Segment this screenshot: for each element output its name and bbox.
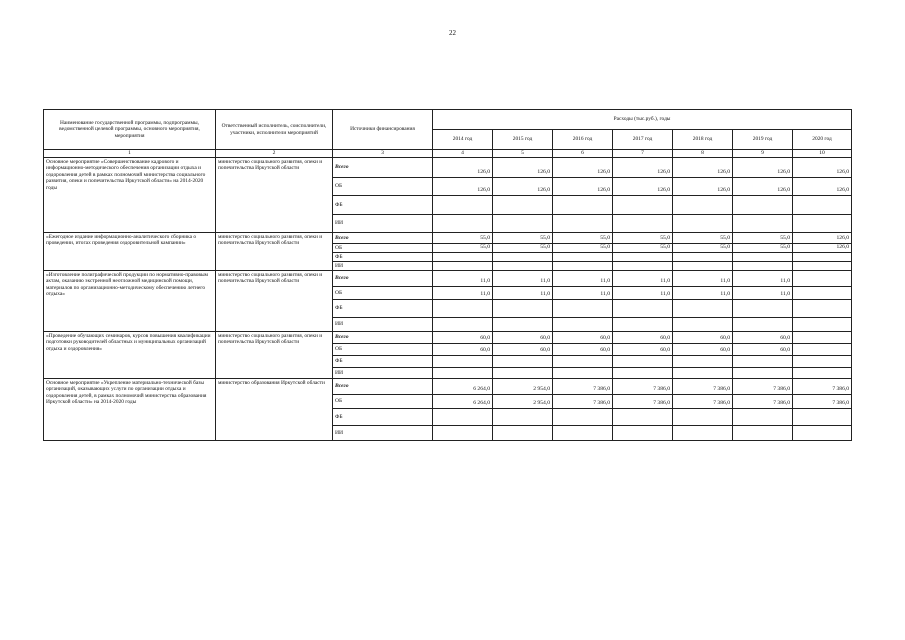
expense-value — [493, 215, 553, 233]
responsible-executor: министерство социального развития, опеки и попечительства Иркутской области — [216, 271, 333, 332]
expense-value: 60,0 — [433, 332, 493, 344]
expense-value: 55,0 — [613, 244, 673, 253]
expense-value — [493, 253, 553, 262]
expenses-table — [43, 109, 852, 441]
expense-value: 55,0 — [493, 244, 553, 253]
expense-value: 11,0 — [733, 271, 793, 287]
activity-name: Основное мероприятие «Совершенствование кадрового и информационно-методического обеспечения организации отдыха и оздоровления детей в рамках полномочий министерства социального развития, опеки и попечительства Иркутской области» на 2014-2020 годы — [44, 158, 216, 233]
expense-value — [553, 215, 613, 233]
header-name: Наименование государственной программы, подпрограммы, ведомственной целевой программы, основного мероприятия, мероприятия — [44, 110, 216, 150]
expense-value — [433, 409, 493, 426]
expense-value: 7 386,0 — [733, 395, 793, 409]
expense-value — [553, 262, 613, 271]
funding-source: ИИ — [333, 318, 433, 332]
expense-value — [493, 262, 553, 271]
expense-value — [553, 196, 613, 215]
expense-value: 7 386,0 — [793, 379, 852, 395]
expense-value — [613, 253, 673, 262]
table-row — [44, 332, 852, 344]
expense-value — [613, 409, 673, 426]
expense-value — [493, 409, 553, 426]
funding-source: ОБ — [333, 344, 433, 356]
expense-value — [433, 356, 493, 368]
expense-value — [733, 196, 793, 215]
expense-value: 7 386,0 — [553, 395, 613, 409]
expense-value — [613, 356, 673, 368]
expense-value — [793, 253, 852, 262]
expense-value — [433, 426, 493, 441]
table-row — [44, 158, 852, 178]
expense-value: 55,0 — [553, 233, 613, 244]
table-row — [44, 271, 852, 287]
expense-value: 11,0 — [673, 271, 733, 287]
expense-value — [613, 368, 673, 379]
expense-value — [433, 215, 493, 233]
header-year: 2016 год — [553, 130, 613, 150]
expense-value: 2 954,0 — [493, 395, 553, 409]
expense-value: 55,0 — [733, 233, 793, 244]
expense-value — [793, 318, 852, 332]
expense-value — [673, 300, 733, 318]
expense-value — [673, 253, 733, 262]
column-number: 7 — [613, 150, 673, 158]
expense-value — [493, 318, 553, 332]
funding-source: ОБ — [333, 244, 433, 253]
header-year: 2018 год — [673, 130, 733, 150]
expense-value — [793, 271, 852, 287]
expense-value: 2 954,0 — [493, 379, 553, 395]
expense-value — [793, 368, 852, 379]
expense-value: 126,0 — [553, 178, 613, 196]
expense-value — [733, 215, 793, 233]
expense-value: 55,0 — [613, 233, 673, 244]
expense-value: 126,0 — [673, 158, 733, 178]
expense-value — [493, 300, 553, 318]
expense-value — [793, 426, 852, 441]
expense-value: 60,0 — [613, 344, 673, 356]
responsible-executor: министерство социального развития, опеки и попечительства Иркутской области — [216, 158, 333, 233]
expense-value — [733, 262, 793, 271]
expense-value — [793, 344, 852, 356]
activity-name: «Ежегодное издание информационно-аналитического сборника о проведении, итогах проведения оздоровительной кампании» — [44, 233, 216, 271]
expense-value — [433, 300, 493, 318]
expense-value: 6 264,0 — [433, 379, 493, 395]
expense-value: 60,0 — [733, 332, 793, 344]
expense-value: 126,0 — [553, 158, 613, 178]
expense-value: 11,0 — [613, 271, 673, 287]
expense-value: 60,0 — [613, 332, 673, 344]
expense-value — [493, 196, 553, 215]
expense-value: 60,0 — [493, 344, 553, 356]
expense-value — [493, 426, 553, 441]
expense-value: 60,0 — [673, 332, 733, 344]
expense-value — [433, 368, 493, 379]
table-row — [44, 233, 852, 244]
expense-value — [553, 253, 613, 262]
expense-value — [793, 262, 852, 271]
column-number: 4 — [433, 150, 493, 158]
expense-value — [733, 426, 793, 441]
funding-source: ИИ — [333, 426, 433, 441]
expense-value — [793, 332, 852, 344]
funding-source: ИИ — [333, 262, 433, 271]
expense-value: 126,0 — [613, 178, 673, 196]
expense-value: 60,0 — [553, 344, 613, 356]
expense-value — [793, 287, 852, 300]
funding-source: Всего — [333, 233, 433, 244]
expense-value — [433, 253, 493, 262]
expense-value — [673, 318, 733, 332]
expense-value — [673, 356, 733, 368]
expense-value: 126,0 — [733, 178, 793, 196]
header-year: 2019 год — [733, 130, 793, 150]
expense-value: 126,0 — [733, 158, 793, 178]
funding-source: ФБ — [333, 300, 433, 318]
expense-value: 7 386,0 — [613, 395, 673, 409]
funding-source: Всего — [333, 158, 433, 178]
expense-value: 11,0 — [613, 287, 673, 300]
header-responsible: Ответственный исполнитель, соисполнители, участники, исполнители мероприятий — [216, 110, 333, 150]
expense-value: 60,0 — [493, 332, 553, 344]
column-number: 2 — [216, 150, 333, 158]
expense-value: 11,0 — [493, 287, 553, 300]
expense-value — [553, 318, 613, 332]
responsible-executor: министерство социального развития, опеки и попечительства Иркутской области — [216, 233, 333, 271]
expense-value — [553, 409, 613, 426]
expense-value: 55,0 — [433, 244, 493, 253]
expense-value — [673, 368, 733, 379]
expense-value: 60,0 — [433, 344, 493, 356]
expense-value — [733, 356, 793, 368]
activity-name: «Проведение обучающих семинаров, курсов повышения квалификации подготовки руководителей областных и муниципальных организаций отдыха и оздоровления» — [44, 332, 216, 379]
expense-value — [673, 262, 733, 271]
funding-source: ИИ — [333, 368, 433, 379]
expense-value — [733, 253, 793, 262]
expense-value — [613, 196, 673, 215]
expense-value: 60,0 — [673, 344, 733, 356]
header-year: 2014 год — [433, 130, 493, 150]
expense-value — [613, 215, 673, 233]
column-number: 3 — [333, 150, 433, 158]
expense-value: 126,0 — [673, 178, 733, 196]
expense-value: 55,0 — [493, 233, 553, 244]
column-number: 10 — [793, 150, 852, 158]
expense-value: 11,0 — [433, 271, 493, 287]
funding-source: ОБ — [333, 287, 433, 300]
expense-value: 7 386,0 — [673, 395, 733, 409]
expense-value: 126,0 — [433, 158, 493, 178]
expense-value — [673, 215, 733, 233]
table-row — [44, 379, 852, 395]
funding-source: Всего — [333, 271, 433, 287]
expense-value — [553, 426, 613, 441]
header-year: 2020 год — [793, 130, 852, 150]
expense-value: 6 264,0 — [433, 395, 493, 409]
expense-value — [673, 426, 733, 441]
activity-name: «Изготовление полиграфической продукции по нормативно-правовым актам, оказанию экстренной неотложной медицинской помощи, материалов по организационно-методическому обеспечению летнего отдыха» — [44, 271, 216, 332]
expense-value — [613, 262, 673, 271]
funding-source: ФБ — [333, 196, 433, 215]
expense-value: 126,0 — [493, 178, 553, 196]
expense-value — [733, 409, 793, 426]
expense-value: 11,0 — [553, 271, 613, 287]
expense-value: 60,0 — [733, 344, 793, 356]
expense-value — [793, 300, 852, 318]
expense-value: 126,0 — [433, 178, 493, 196]
expense-value — [553, 368, 613, 379]
expense-value — [793, 356, 852, 368]
responsible-executor: министерство социального развития, опеки и попечительства Иркутской области — [216, 332, 333, 379]
expense-value: 55,0 — [733, 244, 793, 253]
expense-value: 126,0 — [793, 244, 852, 253]
expense-value: 7 386,0 — [673, 379, 733, 395]
column-number: 9 — [733, 150, 793, 158]
expense-value — [613, 318, 673, 332]
expense-value — [613, 300, 673, 318]
page-number: 22 — [449, 29, 456, 37]
expense-value: 126,0 — [793, 178, 852, 196]
expense-value — [433, 262, 493, 271]
expense-value: 55,0 — [433, 233, 493, 244]
expense-value: 55,0 — [553, 244, 613, 253]
expense-value — [793, 409, 852, 426]
expense-value: 11,0 — [553, 287, 613, 300]
expense-value — [433, 196, 493, 215]
expense-value: 11,0 — [673, 287, 733, 300]
funding-source: ФБ — [333, 356, 433, 368]
activity-name: Основное мероприятие «Укрепление материально-технической базы организаций, оказывающих услуги по организации отдыха и оздоровления детей, в рамках полномочий министерства образования Иркутской области» на 2014-2020 годы — [44, 379, 216, 441]
column-number: 6 — [553, 150, 613, 158]
expense-value: 126,0 — [793, 158, 852, 178]
expense-value: 11,0 — [433, 287, 493, 300]
funding-source: ИИ — [333, 215, 433, 233]
expense-value: 55,0 — [673, 244, 733, 253]
expense-value — [733, 300, 793, 318]
funding-source: ОБ — [333, 178, 433, 196]
funding-source: Всего — [333, 332, 433, 344]
expense-value: 11,0 — [733, 287, 793, 300]
column-number: 1 — [44, 150, 216, 158]
column-number: 5 — [493, 150, 553, 158]
expense-value: 126,0 — [613, 158, 673, 178]
expense-value: 55,0 — [673, 233, 733, 244]
responsible-executor: министерство образования Иркутской области — [216, 379, 333, 441]
expense-value — [553, 300, 613, 318]
funding-source: ОБ — [333, 395, 433, 409]
expense-value: 7 386,0 — [553, 379, 613, 395]
expense-value — [553, 356, 613, 368]
expense-value — [673, 196, 733, 215]
header-year: 2015 год — [493, 130, 553, 150]
expense-value — [493, 368, 553, 379]
funding-source: ФБ — [333, 253, 433, 262]
expense-value: 60,0 — [553, 332, 613, 344]
header-sources: Источники финансирования — [333, 110, 433, 150]
expense-value: 7 386,0 — [733, 379, 793, 395]
expense-value — [613, 426, 673, 441]
funding-source: Всего — [333, 379, 433, 395]
expense-value — [793, 215, 852, 233]
expense-value — [493, 356, 553, 368]
expense-value — [793, 196, 852, 215]
expense-value — [673, 409, 733, 426]
column-number: 8 — [673, 150, 733, 158]
expense-value: 11,0 — [493, 271, 553, 287]
expense-value: 7 386,0 — [613, 379, 673, 395]
header-expenses: Расходы (тыс.руб.), годы — [433, 110, 852, 130]
expense-value: 7 386,0 — [793, 395, 852, 409]
expense-value — [733, 368, 793, 379]
expense-value — [733, 318, 793, 332]
expense-value: 126,0 — [493, 158, 553, 178]
expense-value: 126,0 — [793, 233, 852, 244]
header-year: 2017 год — [613, 130, 673, 150]
funding-source: ФБ — [333, 409, 433, 426]
expense-value — [433, 318, 493, 332]
